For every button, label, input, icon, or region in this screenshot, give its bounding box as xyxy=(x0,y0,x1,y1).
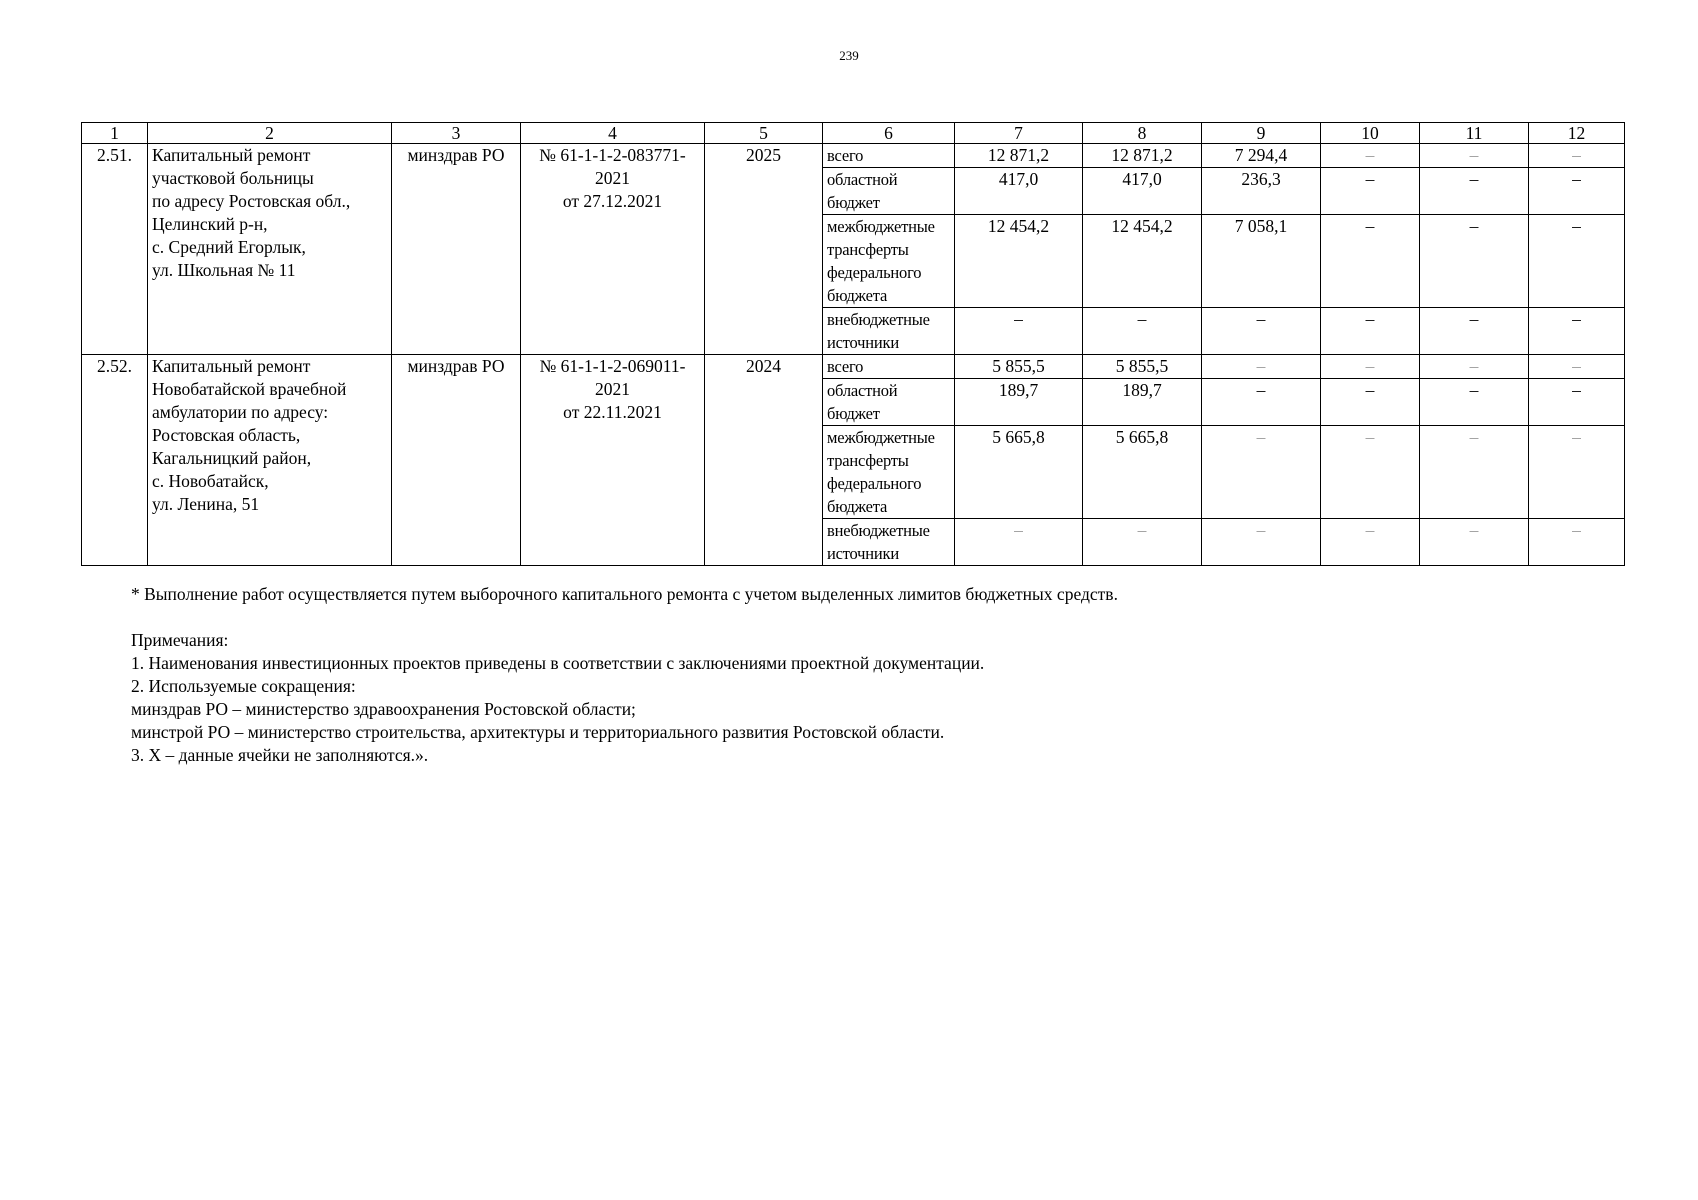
completion-year: 2024 xyxy=(705,355,823,566)
value-cell: – xyxy=(1321,355,1420,379)
page-number: 239 xyxy=(839,48,859,63)
column-number-cell: 1 xyxy=(82,123,148,144)
value-cell: – xyxy=(1420,519,1529,566)
funding-source-line: всего xyxy=(827,357,864,376)
funding-source xyxy=(823,144,955,168)
value-cell: – xyxy=(1321,168,1420,215)
table-body xyxy=(82,123,1625,566)
value-cell: – xyxy=(1420,144,1529,168)
funding-source xyxy=(823,168,955,215)
value-cell: 5 855,5 xyxy=(955,355,1083,379)
column-number-cell: 9 xyxy=(1202,123,1321,144)
project-name-line: Ростовская область, xyxy=(152,425,301,445)
expertise-document-line: № 61-1-1-2-083771- xyxy=(539,145,686,165)
funding-source-line: трансферты xyxy=(827,240,909,259)
value-cell: 5 855,5 xyxy=(1083,355,1202,379)
note-item: 1. Наименования инвестиционных проектов приведены в соответствии с заключениями проектной документации. xyxy=(131,653,985,673)
value-cell: 417,0 xyxy=(1083,168,1202,215)
value-cell: – xyxy=(1321,215,1420,308)
table-row xyxy=(82,144,1625,168)
value-cell: – xyxy=(1529,519,1625,566)
value-cell: – xyxy=(1529,168,1625,215)
notes-block xyxy=(131,583,1531,767)
notes-title: Примечания: xyxy=(131,630,229,650)
funding-source xyxy=(823,379,955,426)
value-cell: – xyxy=(1083,519,1202,566)
column-number-cell: 2 xyxy=(148,123,392,144)
funding-source xyxy=(823,355,955,379)
expertise-document xyxy=(521,355,705,566)
funding-source xyxy=(823,308,955,355)
funding-source-line: федерального xyxy=(827,474,922,493)
value-cell: – xyxy=(1083,308,1202,355)
funding-source-line: областной xyxy=(827,381,898,400)
funding-source-line: источники xyxy=(827,333,899,352)
value-cell: – xyxy=(1529,379,1625,426)
funding-source-line: областной xyxy=(827,170,898,189)
column-number-row xyxy=(82,123,1625,144)
value-cell: – xyxy=(1529,426,1625,519)
value-cell: 12 454,2 xyxy=(955,215,1083,308)
project-name-line: участковой больницы xyxy=(152,168,314,188)
funding-source-line: федерального xyxy=(827,263,922,282)
value-cell: 189,7 xyxy=(1083,379,1202,426)
funding-source-line: внебюджетные xyxy=(827,310,930,329)
value-cell: – xyxy=(1321,308,1420,355)
project-name-line: с. Средний Егорлык, xyxy=(152,237,306,257)
project-name-line: Новобатайской врачебной xyxy=(152,379,347,399)
value-cell: – xyxy=(1321,426,1420,519)
project-name-line: Капитальный ремонт xyxy=(152,145,311,165)
customer: минздрав РО xyxy=(392,144,521,355)
value-cell: – xyxy=(1420,426,1529,519)
value-cell: 12 454,2 xyxy=(1083,215,1202,308)
expertise-document xyxy=(521,144,705,355)
value-cell: – xyxy=(1529,355,1625,379)
value-cell: – xyxy=(1420,168,1529,215)
project-name-line: Капитальный ремонт xyxy=(152,356,311,376)
column-number-cell: 12 xyxy=(1529,123,1625,144)
column-number-cell: 3 xyxy=(392,123,521,144)
column-number-cell: 8 xyxy=(1083,123,1202,144)
value-cell: – xyxy=(1202,519,1321,566)
column-number-cell: 4 xyxy=(521,123,705,144)
abbreviation-item: минздрав РО – министерство здравоохранения Ростовской области; xyxy=(131,699,636,719)
value-cell: – xyxy=(1202,308,1321,355)
funding-source-line: бюджета xyxy=(827,497,888,516)
note-item: 2. Используемые сокращения: xyxy=(131,676,356,696)
funding-source-line: всего xyxy=(827,146,864,165)
column-number-cell: 10 xyxy=(1321,123,1420,144)
expertise-document-line: от 22.11.2021 xyxy=(563,402,662,422)
column-number-cell: 7 xyxy=(955,123,1083,144)
footnote: * Выполнение работ осуществляется путем выборочного капитального ремонта с учетом выделенных лимитов бюджетных средств. xyxy=(131,584,1118,604)
value-cell: – xyxy=(1529,308,1625,355)
value-cell: – xyxy=(1202,355,1321,379)
completion-year: 2025 xyxy=(705,144,823,355)
value-cell: 7 058,1 xyxy=(1202,215,1321,308)
project-number: 2.52. xyxy=(82,355,148,566)
funding-source-line: бюджет xyxy=(827,193,880,212)
value-cell: 189,7 xyxy=(955,379,1083,426)
expertise-document-line: от 27.12.2021 xyxy=(562,191,663,211)
value-cell: – xyxy=(1321,379,1420,426)
funding-source xyxy=(823,519,955,566)
project-name-line: ул. Школьная № 11 xyxy=(152,260,296,280)
project-number: 2.51. xyxy=(82,144,148,355)
project-name-line: по адресу Ростовская обл., xyxy=(152,191,351,211)
funding-source-line: межбюджетные xyxy=(827,217,935,236)
funding-source-line: внебюджетные xyxy=(827,521,930,540)
value-cell: 236,3 xyxy=(1202,168,1321,215)
project-name-line: с. Новобатайск, xyxy=(152,471,269,491)
value-cell: – xyxy=(1321,144,1420,168)
funding-source xyxy=(823,215,955,308)
table-row xyxy=(82,355,1625,379)
value-cell: – xyxy=(1321,519,1420,566)
expertise-document-line: 2021 xyxy=(595,379,630,399)
investment-projects-table xyxy=(81,122,1625,566)
funding-source-line: межбюджетные xyxy=(827,428,935,447)
value-cell: 5 665,8 xyxy=(955,426,1083,519)
value-cell: – xyxy=(1420,379,1529,426)
customer: минздрав РО xyxy=(392,355,521,566)
funding-source-line: бюджет xyxy=(827,404,880,423)
project-name-line: амбулатории по адресу: xyxy=(152,402,329,422)
value-cell: – xyxy=(955,519,1083,566)
column-number-cell: 11 xyxy=(1420,123,1529,144)
value-cell: – xyxy=(1420,215,1529,308)
expertise-document-line: 2021 xyxy=(595,168,630,188)
expertise-document-line: № 61-1-1-2-069011- xyxy=(539,356,686,376)
value-cell: – xyxy=(1529,144,1625,168)
value-cell: – xyxy=(1202,426,1321,519)
project-name-line: Кагальницкий район, xyxy=(152,448,312,468)
value-cell: – xyxy=(955,308,1083,355)
funding-source-line: бюджета xyxy=(827,286,888,305)
column-number-cell: 6 xyxy=(823,123,955,144)
value-cell: 12 871,2 xyxy=(955,144,1083,168)
value-cell: 5 665,8 xyxy=(1083,426,1202,519)
note-item: 3. Х – данные ячейки не заполняются.». xyxy=(131,745,429,765)
value-cell: – xyxy=(1202,379,1321,426)
value-cell: 417,0 xyxy=(955,168,1083,215)
funding-source-line: источники xyxy=(827,544,899,563)
value-cell: – xyxy=(1420,355,1529,379)
project-name xyxy=(148,355,392,566)
abbreviation-item: минстрой РО – министерство строительства, архитектуры и территориального развития Ростовской области. xyxy=(131,722,945,742)
funding-source xyxy=(823,426,955,519)
project-name-line: Целинский р-н, xyxy=(152,214,268,234)
value-cell: 12 871,2 xyxy=(1083,144,1202,168)
value-cell: – xyxy=(1529,215,1625,308)
column-number-cell: 5 xyxy=(705,123,823,144)
project-name-line: ул. Ленина, 51 xyxy=(152,494,260,514)
value-cell: 7 294,4 xyxy=(1202,144,1321,168)
project-name xyxy=(148,144,392,355)
value-cell: – xyxy=(1420,308,1529,355)
funding-source-line: трансферты xyxy=(827,451,909,470)
